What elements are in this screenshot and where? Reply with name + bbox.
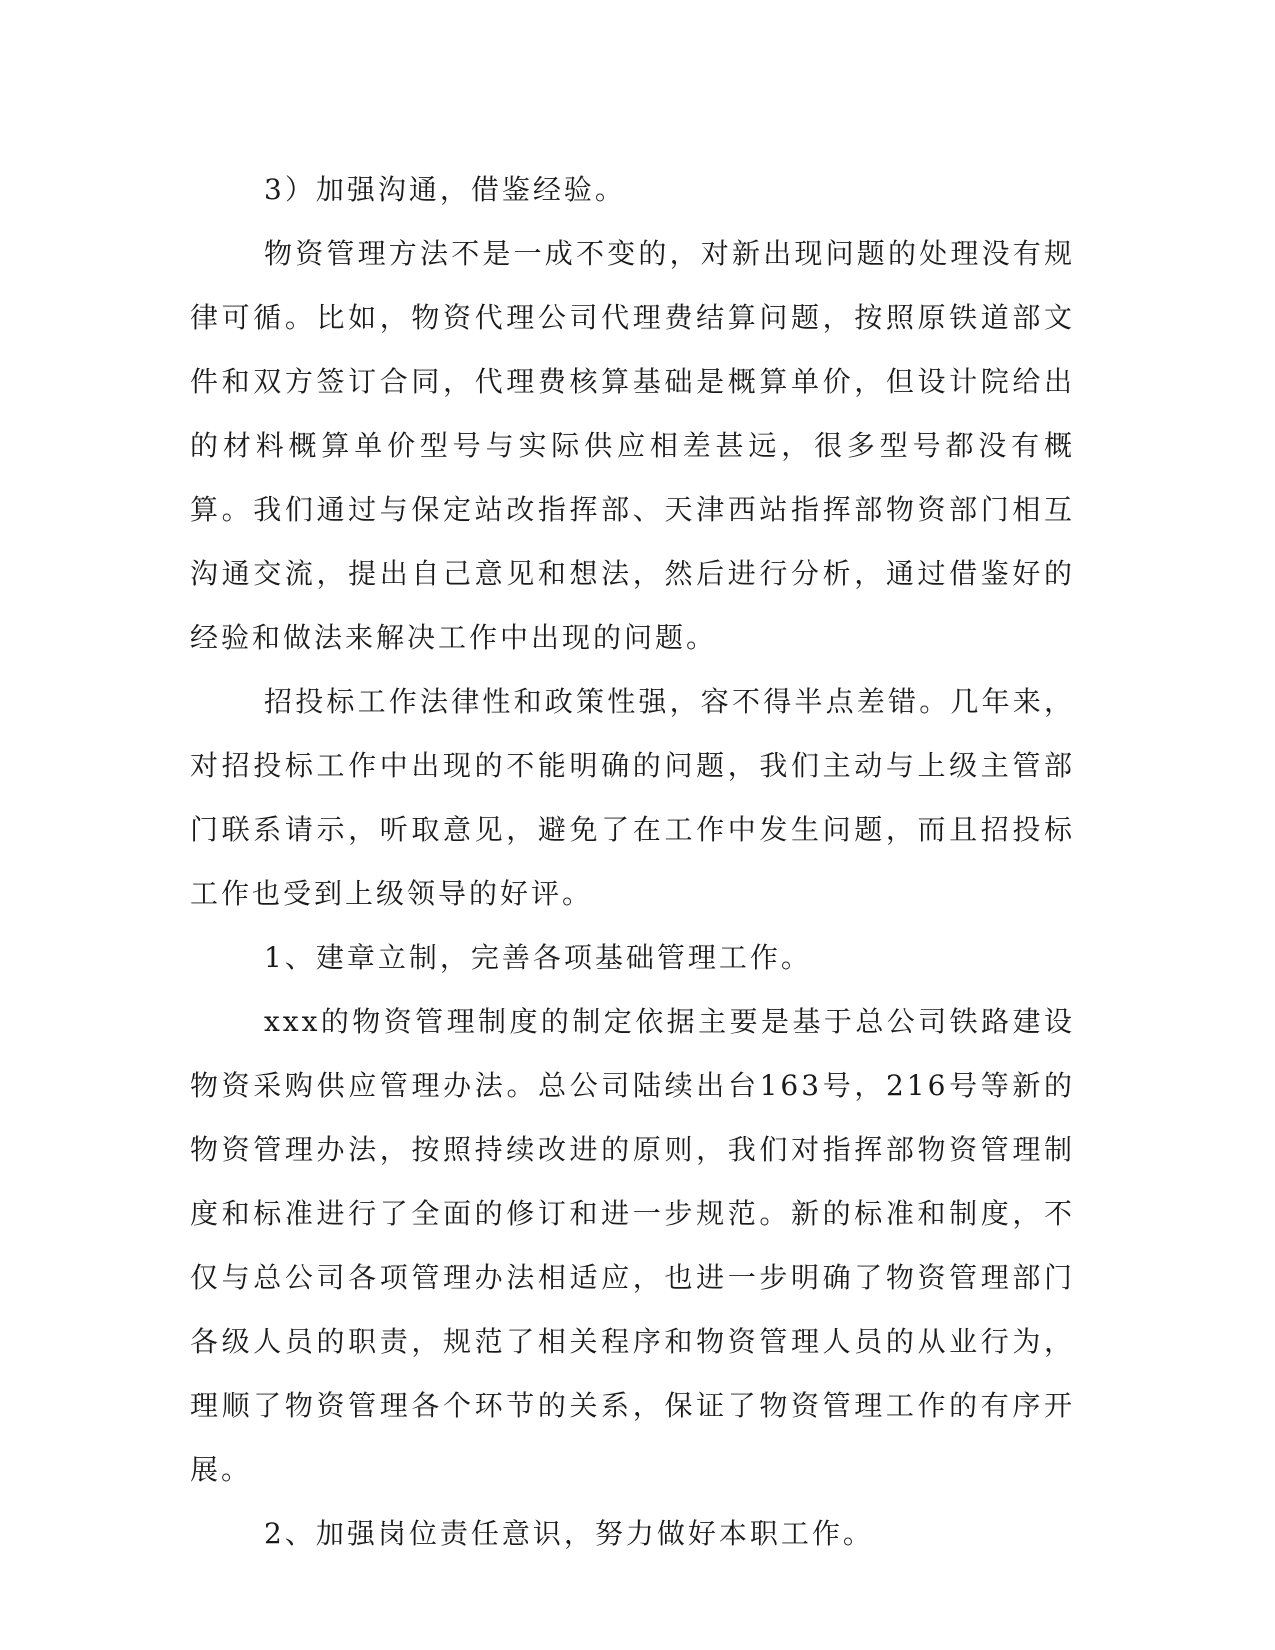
- paragraph-management-system: xxx的物资管理制度的制定依据主要是基于总公司铁路建设物资采购供应管理办法。总公司陆续出台163号，216号等新的物资管理办法，按照持续改进的原则，我们对指挥部物资管理制度和标准进行了全面的修订和进一步规范。新的标准和制度，不仅与总公司各项管理办法相适应，也进一步明确了物资管理部门各级人员的职责，规范了相关程序和物资管理人员的从业行为，理顺了物资管理各个环节的关系，保证了物资管理工作的有序开展。: [190, 1005, 1075, 1486]
- paragraph-bidding-work: 招投标工作法律性和政策性强，容不得半点差错。几年来，对招投标工作中出现的不能明确的问题，我们主动与上级主管部门联系请示，听取意见，避免了在工作中发生问题，而且招投标工作也受到上级领导的好评。: [190, 685, 1075, 910]
- section-heading-3-communication: 3）加强沟通，借鉴经验。: [264, 173, 626, 206]
- section-heading-2-responsibility: 2、加强岗位责任意识，努力做好本职工作。: [264, 1517, 874, 1550]
- paragraph-material-management-methods: 物资管理方法不是一成不变的，对新出现问题的处理没有规律可循。比如，物资代理公司代理费结算问题，按照原铁道部文件和双方签订合同，代理费核算基础是概算单价，但设计院给出的材料概算单价型号与实际供应相差甚远，很多型号都没有概算。我们通过与保定站改指挥部、天津西站指挥部物资部门相互沟通交流，提出自己意见和想法，然后进行分析，通过借鉴好的经验和做法来解决工作中出现的问题。: [190, 237, 1075, 654]
- document-body: [190, 158, 1075, 1566]
- section-heading-1-regulations: 1、建章立制，完善各项基础管理工作。: [264, 941, 812, 974]
